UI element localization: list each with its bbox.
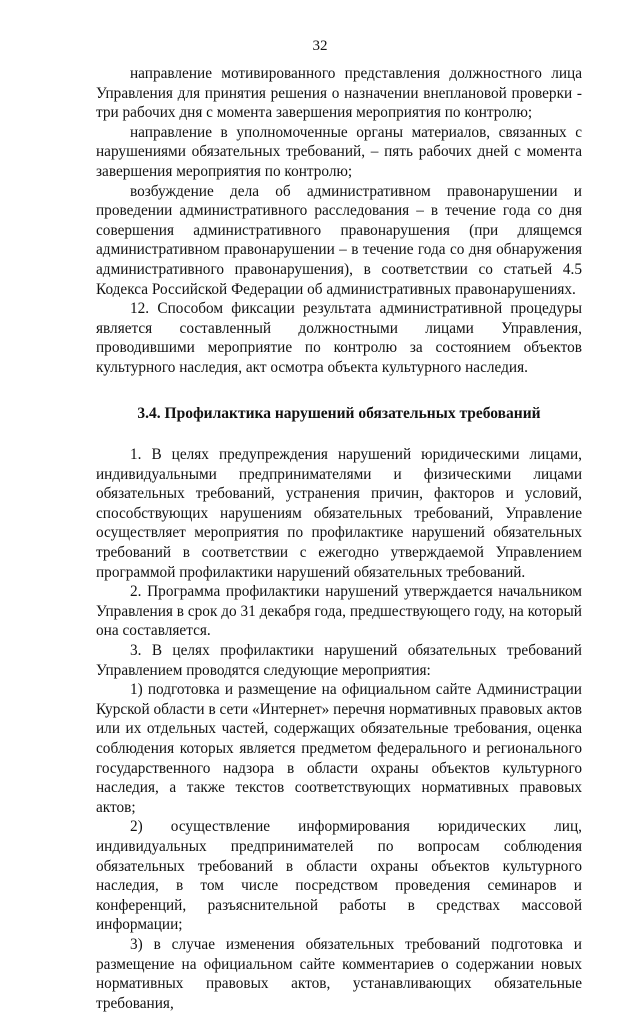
paragraph-item-1: 1. В целях предупреждения нарушений юридическими лицами, индивидуальными предпринимателями и физическими лицами обязательных требований, устранения причин, факторов и условий, способствующих нарушениям обязательных требований, Управление осуществляет мероприятия по профилактике нарушений обязательных требований в соответствии с ежегодно утверждаемой Управлением программой профилактики нарушений обязательных требований.: [96, 446, 582, 581]
page-number: 32: [312, 38, 328, 54]
list-item-3: 3) в случае изменения обязательных требований подготовка и размещение на официальном сайте комментариев о содержании новых нормативных правовых актов, устанавливающих обязательные требования,: [96, 935, 582, 1012]
paragraph-materials-referral: направление в уполномоченные органы материалов, связанных с нарушениями обязательных требований, – пять рабочих дней с момента завершения мероприятия по контролю;: [96, 123, 582, 180]
paragraph-item-12: 12. Способом фиксации результата административной процедуры является составленный должностными лицами Управления, проводившими мероприятие по контролю за состоянием объектов культурного наследия, акт осмотра объекта культурного наследия.: [96, 300, 582, 376]
paragraph-motivated-submission: направление мотивированного представления должностного лица Управления для принятия решения о назначении внеплановой проверки - три рабочих дня с момента завершения мероприятия по контролю;: [96, 65, 582, 122]
section-heading: 3.4. Профилактика нарушений обязательных требований: [137, 404, 541, 422]
list-item-2: 2) осуществление информирования юридических лиц, индивидуальных предпринимателей по вопросам соблюдения обязательных требований в области охраны объектов культурного наследия, в том числе посредством проведения семинаров и конференций, разъяснительной работы в средствах массовой информации;: [96, 818, 582, 934]
list-item-1: 1) подготовка и размещение на официальном сайте Администрации Курской области в сети «Интернет» перечня нормативных правовых актов или их отдельных частей, содержащих обязательные требования, оценка соблюдения которых является предметом федерального и регионального государственного надзора в области охраны объектов культурного наследия, а также текстов соответствующих нормативных правовых актов;: [96, 681, 582, 816]
document-body: [96, 64, 582, 1013]
paragraph-administrative-case: возбуждение дела об административном правонарушении и проведении административного расследования – в течение года со дня совершения административного правонарушения (при длящемся административном правонарушении – в течение года со дня обнаружения административного правонарушения), в соответствии со статьей 4.5 Кодекса Российской Федерации об административных правонарушениях.: [96, 182, 582, 298]
paragraph-item-2: 2. Программа профилактики нарушений утверждается начальником Управления в срок до 31 декабря года, предшествующего году, на который она составляется.: [96, 583, 582, 640]
paragraph-item-3: 3. В целях профилактики нарушений обязательных требований Управлением проводятся следующие мероприятия:: [96, 642, 582, 679]
